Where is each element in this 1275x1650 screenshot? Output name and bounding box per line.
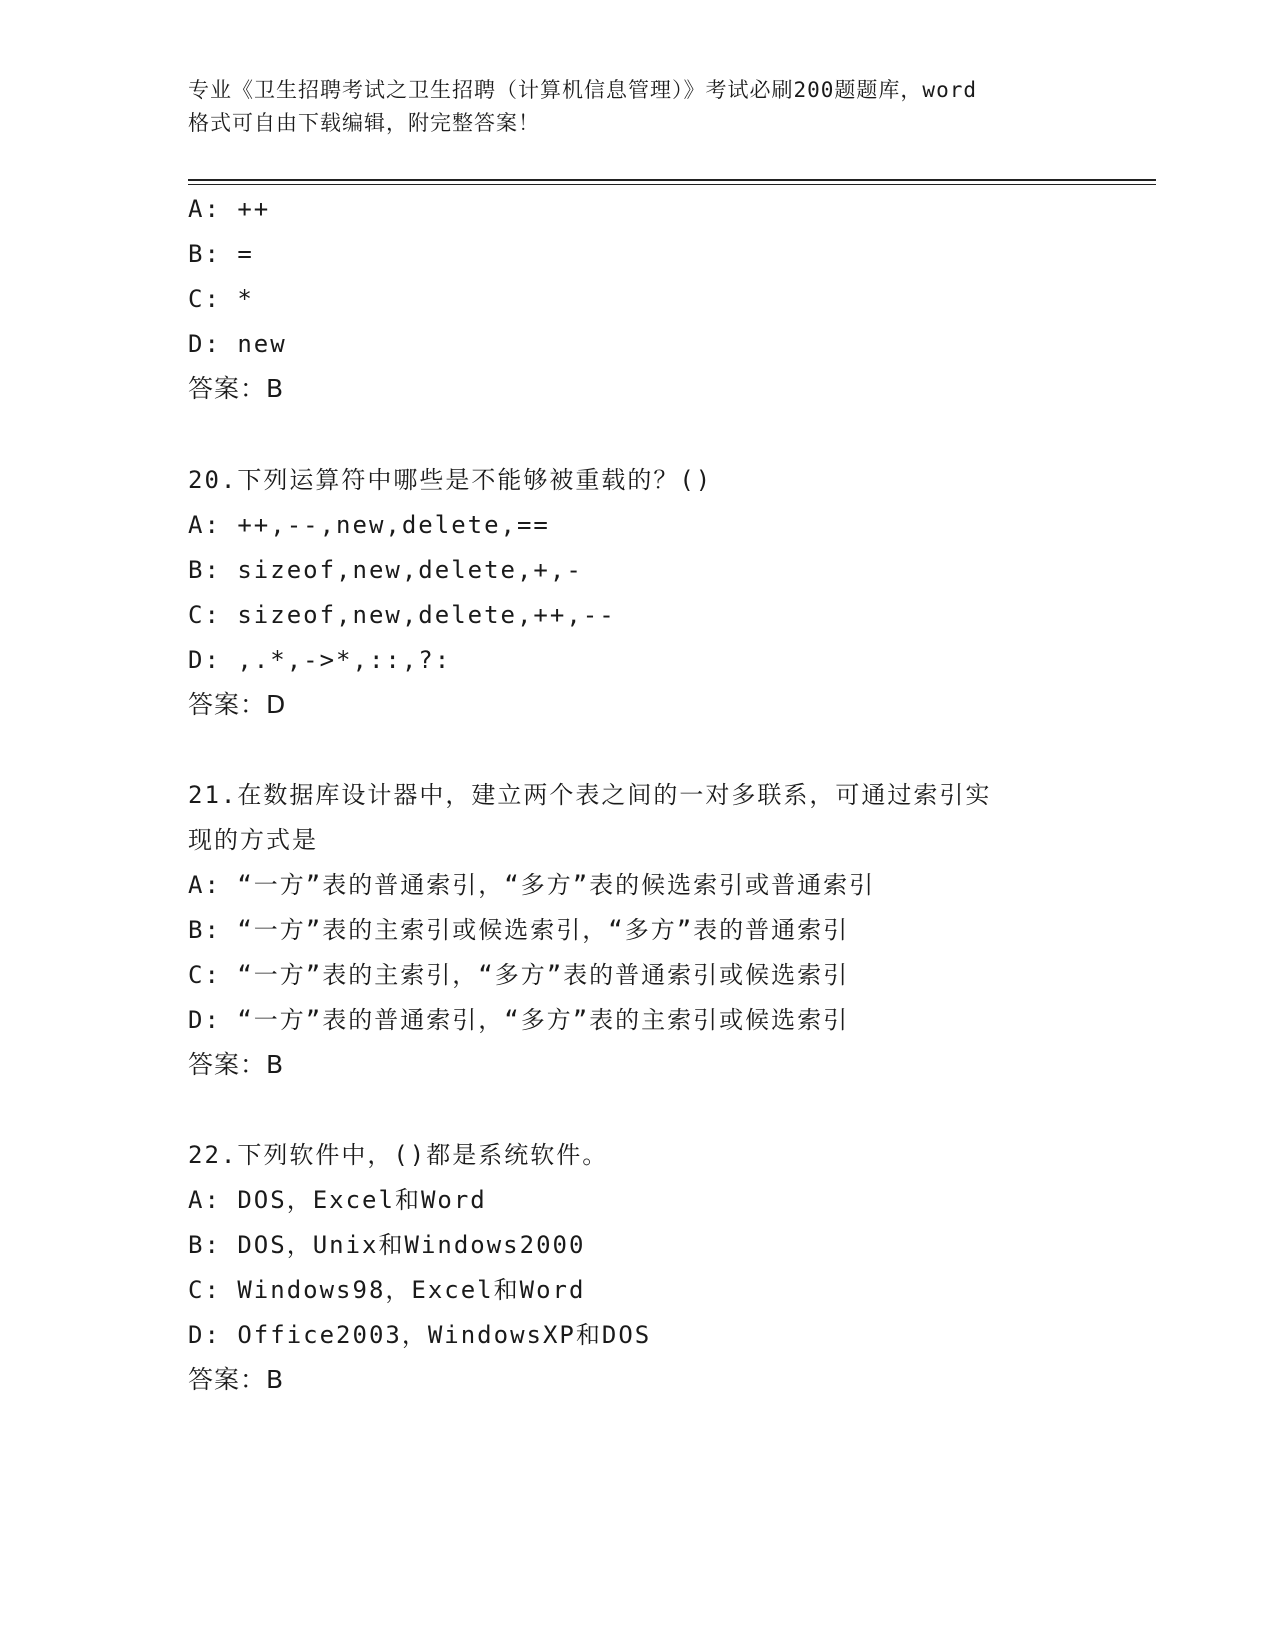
header-line-2: 格式可自由下载编辑，附完整答案！: [188, 111, 540, 135]
q22-option-d: D: Office2003，WindowsXP和DOS: [188, 1321, 652, 1349]
q20-option-c: C: sizeof,new,delete,++,--: [188, 601, 616, 629]
q20-question: 20.下列运算符中哪些是不能够被重载的？(): [188, 466, 713, 494]
q20-option-a: A: ++,--,new,delete,==: [188, 511, 550, 539]
q19-option-d: D: new: [188, 330, 287, 358]
header-line-1: 专业《卫生招聘考试之卫生招聘（计算机信息管理）》考试必刷200题题库，word: [188, 78, 977, 102]
q21-question-line-1: 21.在数据库设计器中，建立两个表之间的一对多联系，可通过索引实: [188, 781, 992, 809]
document-header: [188, 74, 1088, 140]
q22-option-b: B: DOS，Unix和Windows2000: [188, 1231, 586, 1259]
q22-question: 22.下列软件中，()都是系统软件。: [188, 1141, 609, 1169]
q21-option-d: D: “一方”表的普通索引，“多方”表的主索引或候选索引: [188, 1006, 850, 1034]
q21-answer: 答案：B: [188, 1050, 285, 1079]
q20-answer: 答案：D: [188, 690, 287, 719]
q21-option-b: B: “一方”表的主索引或候选索引，“多方”表的普通索引: [188, 916, 850, 944]
q22-option-a: A: DOS，Excel和Word: [188, 1186, 487, 1214]
q22-option-c: C: Windows98，Excel和Word: [188, 1276, 586, 1304]
q21-question-line-2: 现的方式是: [188, 826, 318, 854]
q21-option-a: A: “一方”表的普通索引，“多方”表的候选索引或普通索引: [188, 871, 876, 899]
q19-option-b: B: =: [188, 240, 254, 268]
q20-option-b: B: sizeof,new,delete,+,-: [188, 556, 583, 584]
q20-option-d: D: ,.*,->*,::,?:: [188, 646, 452, 674]
q19-option-c: C: *: [188, 285, 254, 313]
header-divider-thin: [188, 184, 1156, 185]
q19-answer: 答案：B: [188, 374, 285, 403]
q21-option-c: C: “一方”表的主索引，“多方”表的普通索引或候选索引: [188, 961, 850, 989]
q19-option-a: A: ++: [188, 195, 271, 223]
q22-answer: 答案：B: [188, 1365, 285, 1394]
header-divider-thick: [188, 179, 1156, 181]
